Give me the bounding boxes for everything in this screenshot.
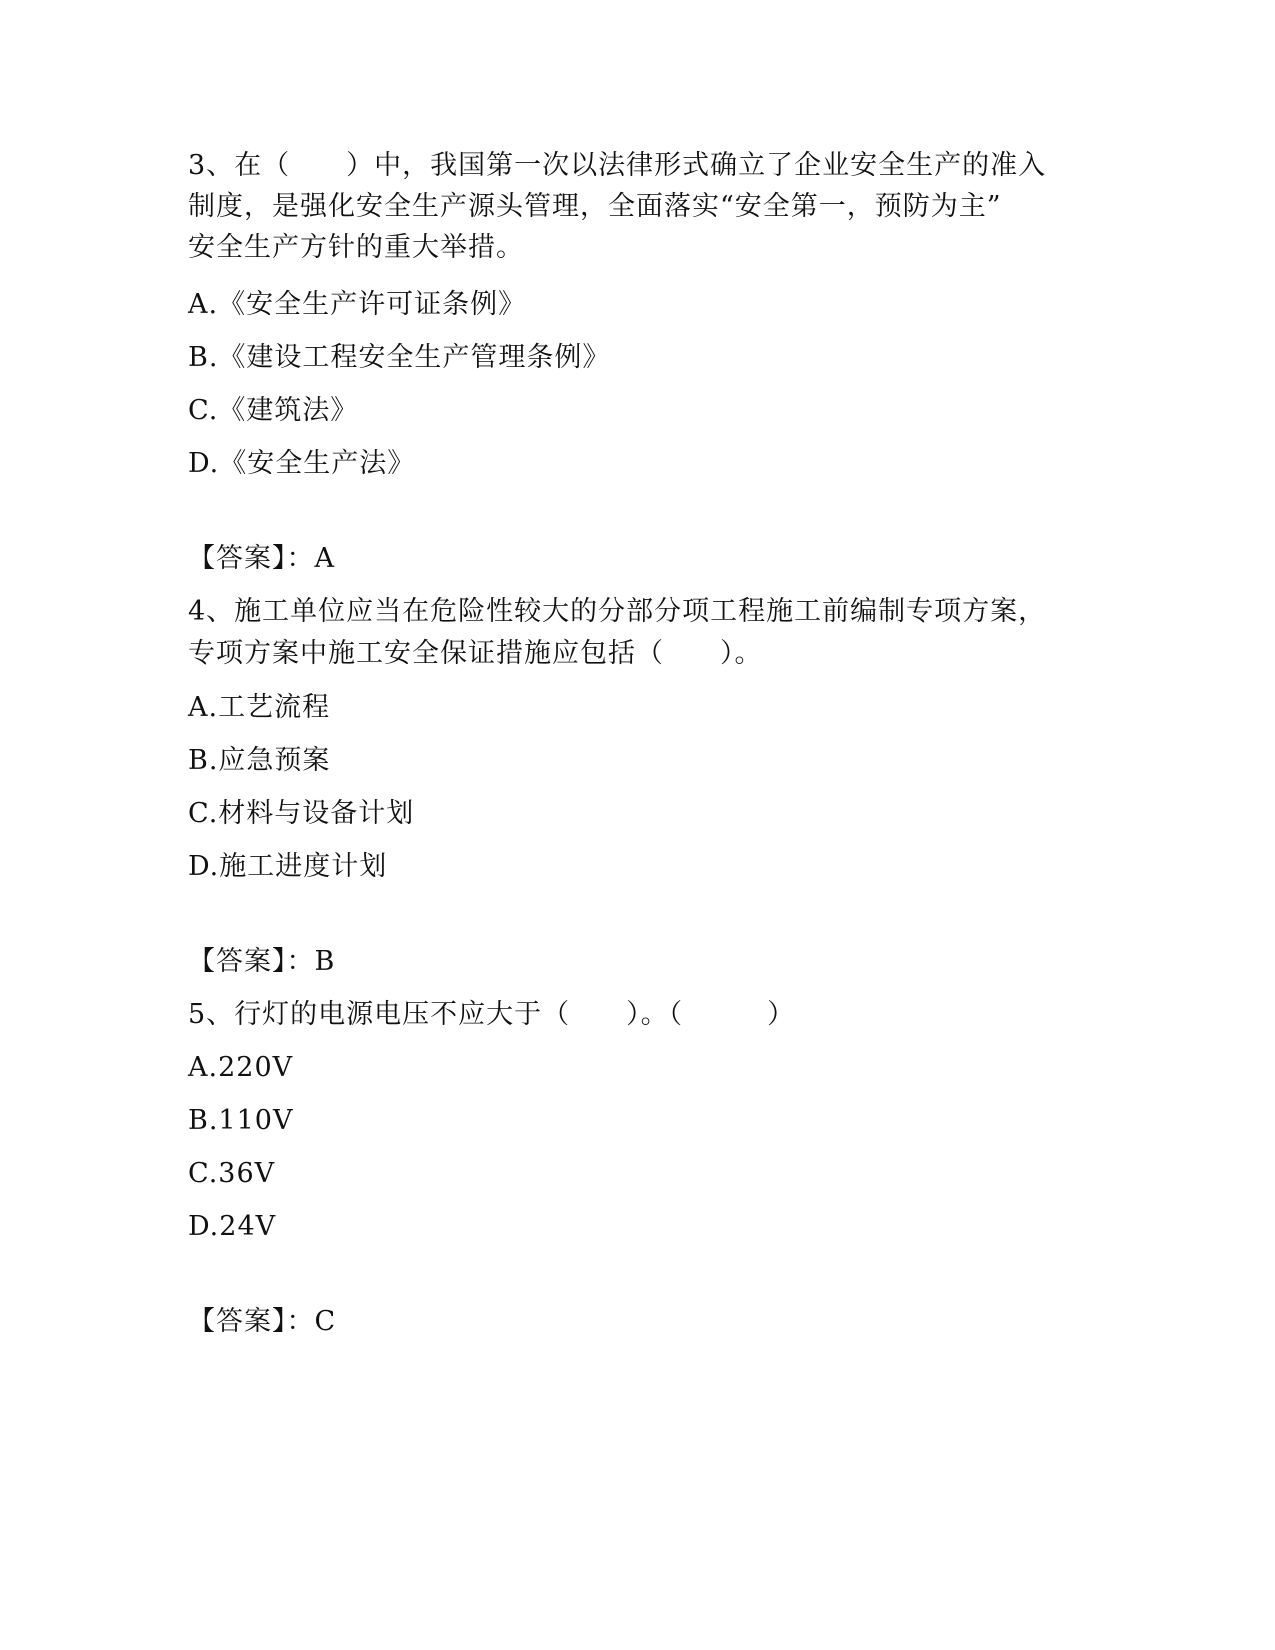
question-stem-line: 安全生产方针的重大举措。 xyxy=(188,232,524,263)
option-a: A.工艺流程 xyxy=(188,692,331,723)
question-stem-line: 3、在（ ）中，我国第一次以法律形式确立了企业安全生产的准入 xyxy=(188,150,1047,181)
answer-label: 【答案】：C xyxy=(188,1306,337,1337)
option-a: A.220V xyxy=(188,1052,294,1083)
option-d: D.《安全生产法》 xyxy=(188,448,416,479)
option-d: D.施工进度计划 xyxy=(188,851,388,882)
option-d: D.24V xyxy=(188,1211,277,1242)
question-stem-line: 4、施工单位应当在危险性较大的分部分项工程施工前编制专项方案， xyxy=(188,596,1047,627)
option-b: B.应急预案 xyxy=(188,745,331,776)
option-c: C.36V xyxy=(188,1158,276,1189)
answer-label: 【答案】：A xyxy=(188,543,335,574)
question-stem-line: 制度，是强化安全生产源头管理，全面落实“安全第一，预防为主” xyxy=(188,191,1002,222)
option-b: B.110V xyxy=(188,1105,294,1136)
option-b: B.《建设工程安全生产管理条例》 xyxy=(188,342,611,373)
option-c: C.材料与设备计划 xyxy=(188,798,415,829)
question-stem-line: 5、行灯的电源电压不应大于（ ）。（ ） xyxy=(188,999,796,1030)
answer-label: 【答案】：B xyxy=(188,946,336,977)
question-stem-line: 专项方案中施工安全保证措施应包括（ ）。 xyxy=(188,638,763,669)
option-c: C.《建筑法》 xyxy=(188,395,359,426)
option-a: A.《安全生产许可证条例》 xyxy=(188,289,527,320)
